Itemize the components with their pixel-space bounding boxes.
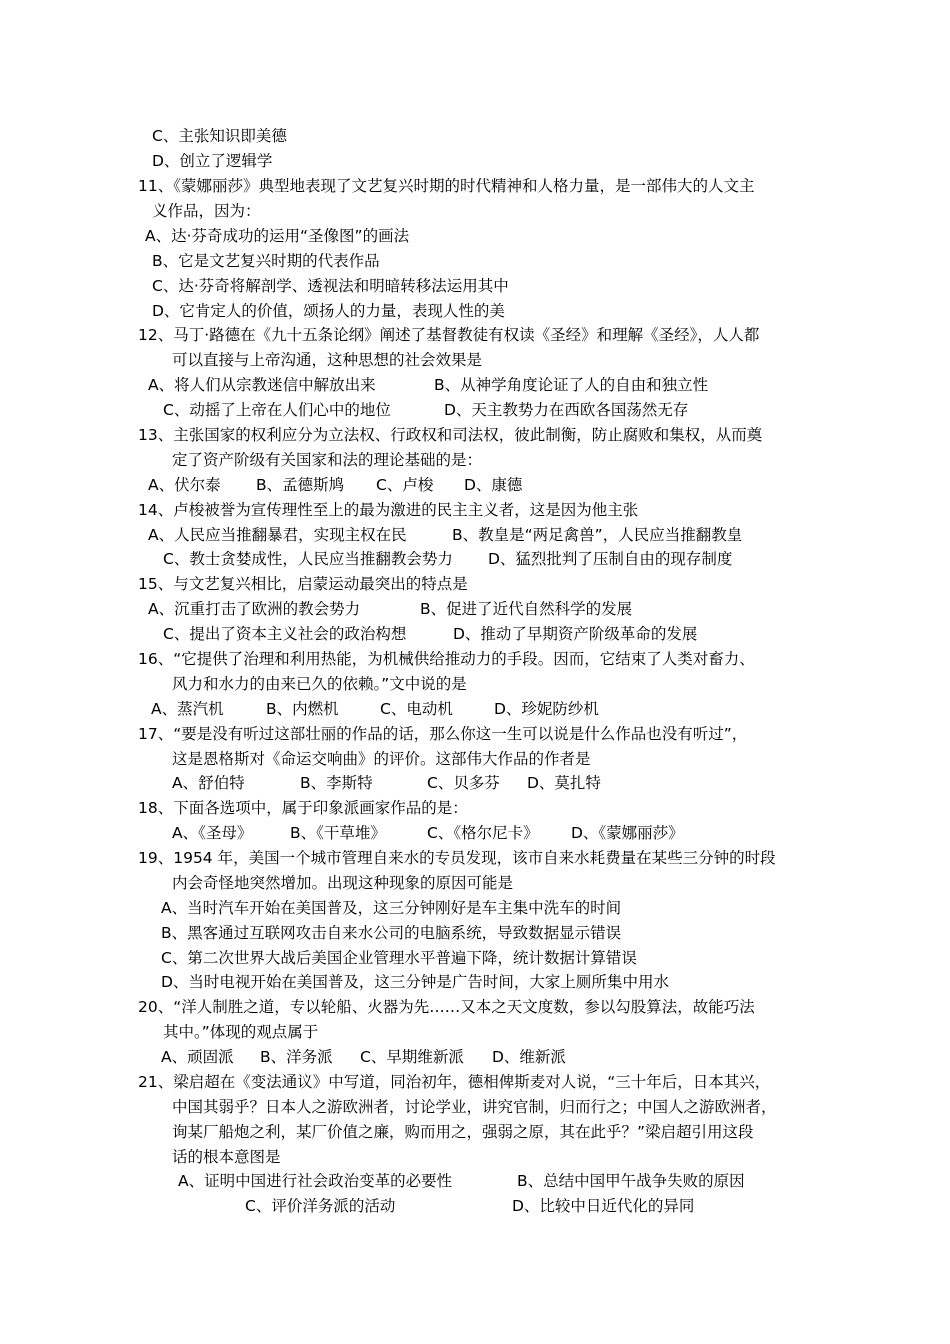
q14-option-a: A、人民应当推翻暴君，实现主权在民 xyxy=(148,526,407,544)
q18-option-c: C、《格尔尼卡》 xyxy=(427,824,539,842)
q18-option-b: B、《干草堆》 xyxy=(290,824,386,842)
q16-option-c: C、电动机 xyxy=(380,700,453,718)
question-12-line-2: 可以直接与上帝沟通，这种思想的社会效果是 xyxy=(172,351,483,369)
q19-option-a: A、当时汽车开始在美国普及，这三分钟刚好是车主集中洗车的时间 xyxy=(161,899,622,917)
question-17-line-2: 这是恩格斯对《命运交响曲》的评价。这部伟大作品的作者是 xyxy=(172,750,591,768)
q21-option-d: D、比较中日近代化的异同 xyxy=(512,1197,695,1215)
q11-option-a: A、达·芬奇成功的运用“圣像图”的画法 xyxy=(145,227,410,245)
q15-option-a: A、沉重打击了欧洲的教会势力 xyxy=(148,600,361,618)
q16-option-d: D、珍妮防纱机 xyxy=(494,700,599,718)
q20-option-a: A、顽固派 xyxy=(161,1048,234,1066)
q12-option-c: C、动摇了上帝在人们心中的地位 xyxy=(163,401,391,419)
question-21-line-4: 话的根本意图是 xyxy=(172,1148,281,1166)
q18-option-d: D、《蒙娜丽莎》 xyxy=(571,824,684,842)
question-21-line-3: 询某厂船炮之利，某厂价值之廉，购而用之，强弱之原，其在此乎？”梁启超引用这段 xyxy=(172,1123,754,1141)
question-15-line-1: 15、与文艺复兴相比，启蒙运动最突出的特点是 xyxy=(138,575,468,593)
q15-option-b: B、促进了近代自然科学的发展 xyxy=(420,600,633,618)
option-d-prev: D、创立了逻辑学 xyxy=(152,152,273,170)
q15-option-d: D、推动了早期资产阶级革命的发展 xyxy=(453,625,698,643)
option-c-prev: C、主张知识即美德 xyxy=(152,127,287,145)
q13-option-b: B、孟德斯鸠 xyxy=(256,476,345,494)
q21-option-b: B、总结中国甲午战争失败的原因 xyxy=(517,1172,745,1190)
question-12-line-1: 12、马丁·路德在《九十五条论纲》阐述了基督教徒有权读《圣经》和理解《圣经》，人人都 xyxy=(138,326,760,344)
q11-option-d: D、它肯定人的价值，颂扬人的力量，表现人性的美 xyxy=(152,302,505,320)
question-13-line-2: 定了资产阶级有关国家和法的理论基础的是： xyxy=(172,451,483,469)
q17-option-a: A、舒伯特 xyxy=(172,774,245,792)
q14-option-c: C、教士贪婪成性，人民应当推翻教会势力 xyxy=(163,550,453,568)
question-11-line-1: 11、《蒙娜丽莎》典型地表现了文艺复兴时期的时代精神和人格力量，是一部伟大的人文主 xyxy=(138,177,755,195)
q19-option-c: C、第二次世界大战后美国企业管理水平普遍下降，统计数据计算错误 xyxy=(161,949,637,967)
question-18-line-1: 18、下面各选项中，属于印象派画家作品的是： xyxy=(138,799,468,817)
q17-option-b: B、李斯特 xyxy=(300,774,373,792)
q12-option-b: B、从神学角度论证了人的自由和独立性 xyxy=(434,376,709,394)
q11-option-c: C、达·芬奇将解剖学、透视法和明暗转移法运用其中 xyxy=(152,277,509,295)
q20-option-c: C、早期维新派 xyxy=(360,1048,464,1066)
question-19-line-2: 内会奇怪地突然增加。出现这种现象的原因可能是 xyxy=(172,874,514,892)
question-20-line-2: 其中。”体现的观点属于 xyxy=(163,1023,319,1041)
q20-option-d: D、维新派 xyxy=(492,1048,566,1066)
question-16-line-1: 16、“它提供了治理和利用热能，为机械供给推动力的手段。因而，它结束了人类对畜力、 xyxy=(138,650,755,668)
q19-option-b: B、黑客通过互联网攻击自来水公司的电脑系统，导致数据显示错误 xyxy=(161,924,622,942)
question-17-line-1: 17、“要是没有听过这部壮丽的作品的话，那么你这一生可以说是什么作品也没有听过”， xyxy=(138,725,748,743)
q13-option-c: C、卢梭 xyxy=(376,476,434,494)
q21-option-c: C、评价洋务派的活动 xyxy=(245,1197,396,1215)
question-21-line-1: 21、梁启超在《变法通议》中写道，同治初年，德相俾斯麦对人说，“三十年后，日本其兴， xyxy=(138,1073,771,1091)
q21-option-a: A、证明中国进行社会政治变革的必要性 xyxy=(178,1172,453,1190)
question-20-line-1: 20、“洋人制胜之道，专以轮船、火器为先……又本之天文度数，参以勾股算法，故能巧法 xyxy=(138,998,755,1016)
q14-option-d: D、猛烈批判了压制自由的现存制度 xyxy=(488,550,733,568)
q18-option-a: A、《圣母》 xyxy=(172,824,253,842)
q17-option-d: D、莫扎特 xyxy=(527,774,601,792)
q13-option-d: D、康德 xyxy=(464,476,523,494)
q12-option-a: A、将人们从宗教迷信中解放出来 xyxy=(148,376,376,394)
q16-option-a: A、蒸汽机 xyxy=(151,700,224,718)
question-11-line-2: 义作品，因为： xyxy=(152,202,261,220)
q11-option-b: B、它是文艺复兴时期的代表作品 xyxy=(152,252,380,270)
q13-option-a: A、伏尔泰 xyxy=(148,476,221,494)
q20-option-b: B、洋务派 xyxy=(260,1048,333,1066)
q16-option-b: B、内燃机 xyxy=(266,700,339,718)
q14-option-b: B、教皇是“两足禽兽”，人民应当推翻教皇 xyxy=(452,526,743,544)
q19-option-d: D、当时电视开始在美国普及，这三分钟是广告时间，大家上厕所集中用水 xyxy=(161,973,669,991)
q15-option-c: C、提出了资本主义社会的政治构想 xyxy=(163,625,407,643)
question-21-line-2: 中国其弱乎？日本人之游欧洲者，讨论学业，讲究官制，归而行之；中国人之游欧洲者， xyxy=(172,1098,777,1116)
question-19-line-1: 19、1954 年，美国一个城市管理自来水的专员发现，该市自来水耗费量在某些三分钟的时段 xyxy=(138,849,776,867)
question-13-line-1: 13、主张国家的权利应分为立法权、行政权和司法权，彼此制衡，防止腐败和集权，从而奠 xyxy=(138,426,763,444)
q12-option-d: D、天主教势力在西欧各国荡然无存 xyxy=(444,401,689,419)
q17-option-c: C、贝多芬 xyxy=(427,774,500,792)
question-14-line-1: 14、卢梭被誉为宣传理性至上的最为激进的民主主义者，这是因为他主张 xyxy=(138,501,639,519)
question-16-line-2: 风力和水力的由来已久的依赖。”文中说的是 xyxy=(172,675,467,693)
